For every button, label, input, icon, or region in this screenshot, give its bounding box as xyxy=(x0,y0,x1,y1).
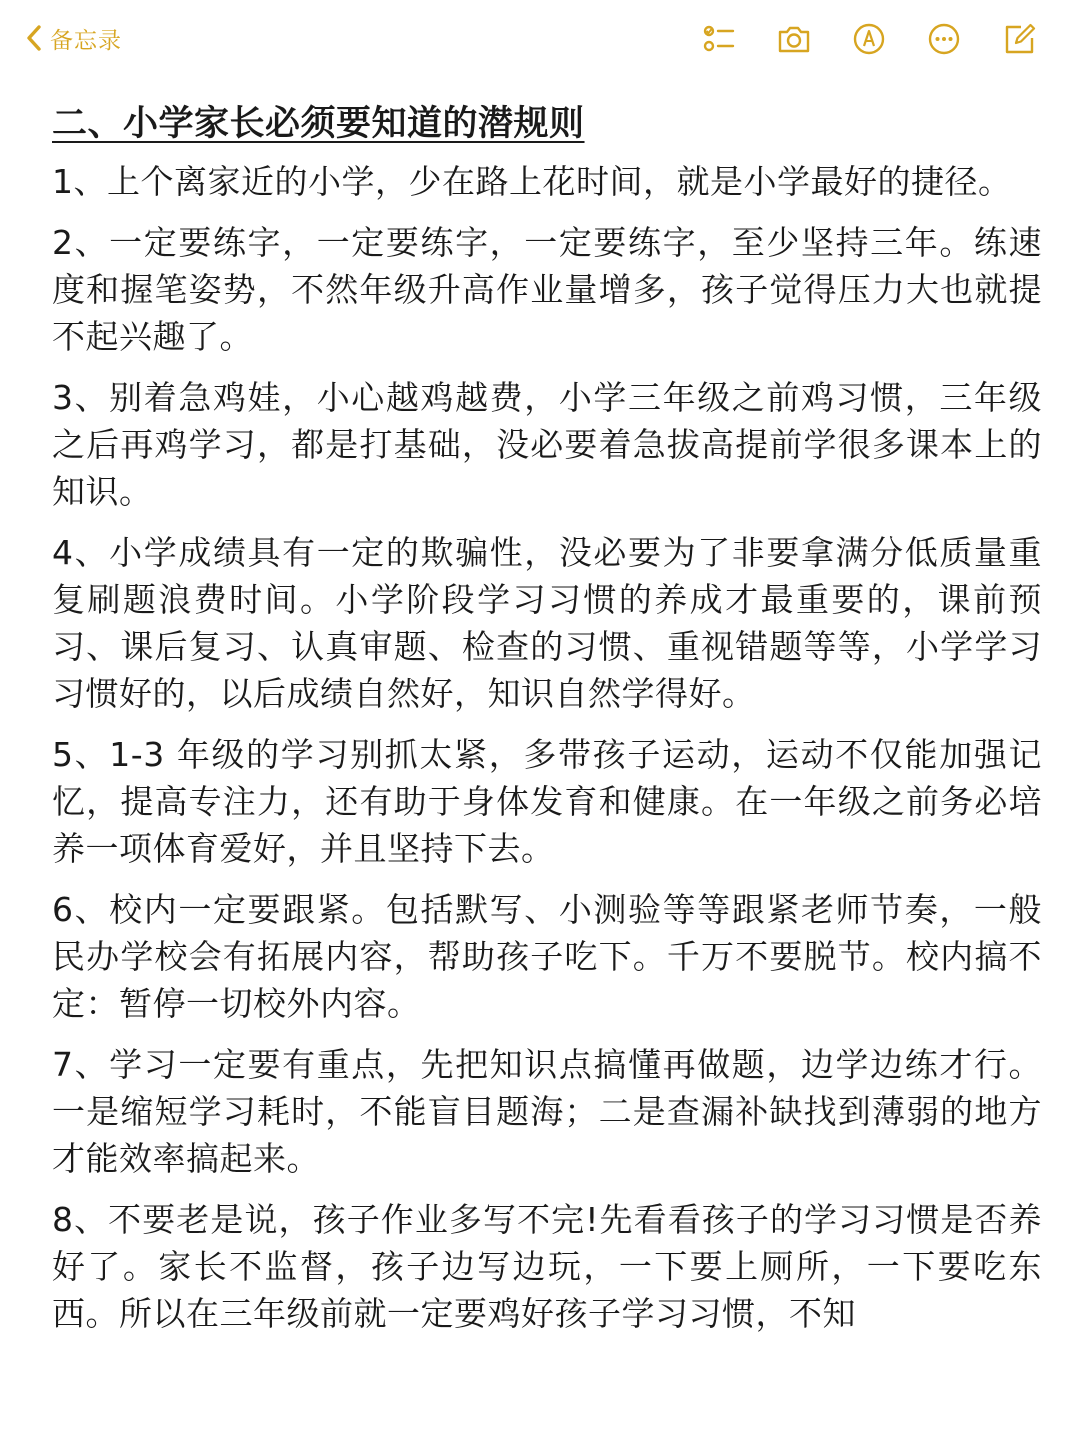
note-paragraph: 5、1-3 年级的学习别抓太紧，多带孩子运动，运动不仅能加强记忆，提高专注力，还有助于身体发育和健康。在一年级之前务必培养一项体育爱好，并且坚持下去。 xyxy=(52,735,1042,868)
camera-button[interactable] xyxy=(756,18,831,60)
checklist-button[interactable] xyxy=(681,18,756,60)
note-title: 二、小学家长必须要知道的潜规则 xyxy=(52,104,585,144)
compose-button[interactable] xyxy=(981,18,1056,60)
more-button[interactable] xyxy=(906,18,981,60)
note-paragraph: 1、上个离家近的小学，少在路上花时间，就是小学最好的捷径。 xyxy=(52,162,1012,201)
more-icon xyxy=(926,21,962,57)
note-paragraph: 7、学习一定要有重点，先把知识点搞懂再做题，边学边练才行。一是缩短学习耗时，不能盲目题海；二是查漏补缺找到薄弱的地方才能效率搞起来。 xyxy=(52,1045,1042,1178)
note-paragraph: 8、不要老是说，孩子作业多写不完!先看看孩子的学习习惯是否养好了。家长不监督，孩子边写边玩，一下要上厕所，一下要吃东西。所以在三年级前就一定要鸡好孩子学习习惯，不知 xyxy=(52,1200,1042,1333)
note-paragraph: 6、校内一定要跟紧。包括默写、小测验等等跟紧老师节奏，一般民办学校会有拓展内容，帮助孩子吃下。千万不要脱节。校内搞不定：暂停一切校外内容。 xyxy=(52,890,1042,1023)
checklist-icon xyxy=(701,21,737,57)
note-paragraph: 4、小学成绩具有一定的欺骗性，没必要为了非要拿满分低质量重复刷题浪费时间。小学阶段学习习惯的养成才最重要的，课前预习、课后复习、认真审题、检查的习惯、重视错题等等，小学学习习惯好的，以后成绩自然好，知识自然学得好。 xyxy=(52,533,1042,713)
back-button[interactable] xyxy=(24,18,122,58)
compose-icon xyxy=(1001,21,1037,57)
note-body[interactable] xyxy=(52,98,1042,1351)
toolbar xyxy=(681,18,1056,60)
note-paragraph: 2、一定要练字，一定要练字，一定要练字，至少坚持三年。练速度和握笔姿势，不然年级升高作业量增多，孩子觉得压力大也就提不起兴趣了。 xyxy=(52,223,1042,356)
chevron-left-icon xyxy=(24,24,44,52)
camera-icon xyxy=(776,21,812,57)
markup-button[interactable] xyxy=(831,18,906,60)
note-paragraph: 3、别着急鸡娃，小心越鸡越费，小学三年级之前鸡习惯，三年级之后再鸡学习，都是打基础，没必要着急拔高提前学很多课本上的知识。 xyxy=(52,378,1042,511)
navigation-bar xyxy=(0,0,1080,80)
back-label: 备忘录 xyxy=(50,27,122,54)
markup-pen-icon xyxy=(851,21,887,57)
